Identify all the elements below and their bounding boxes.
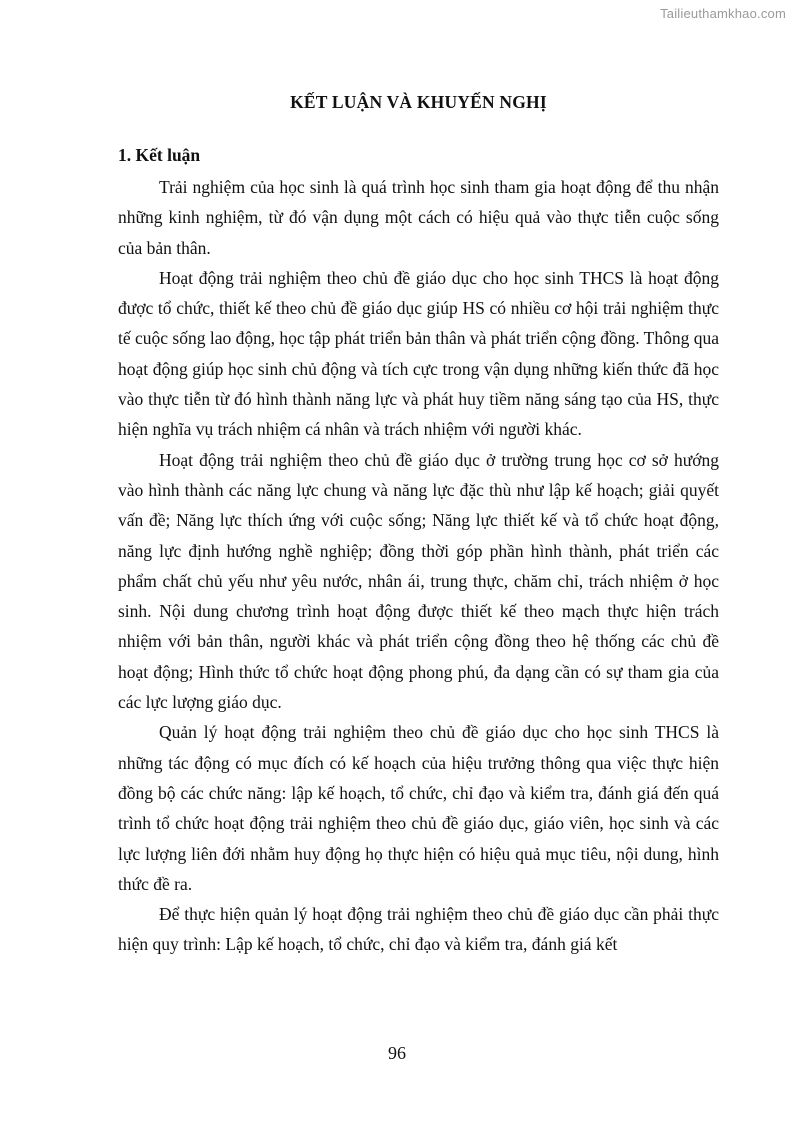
document-title: KẾT LUẬN VÀ KHUYẾN NGHỊ bbox=[290, 92, 547, 112]
section-heading: 1. Kết luận bbox=[118, 145, 201, 165]
document-page bbox=[118, 92, 719, 960]
watermark: Tailieuthamkhao.com bbox=[660, 6, 786, 21]
paragraph: Hoạt động trải nghiệm theo chủ đề giáo dục ở trường trung học cơ sở hướng vào hình thành các năng lực chung và năng lực đặc thù như lập kế hoạch; giải quyết vấn đề; Năng lực thích ứng với cuộc sống; Năng lực thiết kế và tổ chức hoạt động, năng lực định hướng nghề nghiệp; đồng thời góp phần hình thành, phát triển các phẩm chất chủ yếu như yêu nước, nhân ái, trung thực, chăm chỉ, trách nhiệm ở học sinh. Nội dung chương trình hoạt động được thiết kế theo mạch thực hiện trách nhiệm với bản thân, người khác và phát triển cộng đồng theo hệ thống các chủ đề hoạt động; Hình thức tổ chức hoạt động phong phú, đa dạng cần có sự tham gia của các lực lượng giáo dục. bbox=[118, 449, 719, 713]
page-number: 96 bbox=[388, 1043, 406, 1063]
paragraph: Hoạt động trải nghiệm theo chủ đề giáo dục cho học sinh THCS là hoạt động được tổ chức, thiết kế theo chủ đề giáo dục giúp HS có nhiều cơ hội trải nghiệm thực tế cuộc sống lao động, học tập phát triển bản thân và phát triển cộng đồng. Thông qua hoạt động giúp học sinh chủ động và tích cực trong vận dụng những kiến thức đã học vào thực tiễn từ đó hình thành năng lực và phát huy tiềm năng sáng tạo của HS, thực hiện nghĩa vụ trách nhiệm cá nhân và trách nhiệm với người khác. bbox=[118, 267, 719, 440]
paragraph: Trải nghiệm của học sinh là quá trình học sinh tham gia hoạt động để thu nhận những kinh nghiệm, từ đó vận dụng một cách có hiệu quả vào thực tiễn cuộc sống của bản thân. bbox=[118, 177, 719, 258]
paragraph: Để thực hiện quản lý hoạt động trải nghiệm theo chủ đề giáo dục cần phải thực hiện quy trình: Lập kế hoạch, tổ chức, chỉ đạo và kiểm tra, đánh giá kết bbox=[118, 904, 719, 955]
paragraph: Quản lý hoạt động trải nghiệm theo chủ đề giáo dục cho học sinh THCS là những tác động có mục đích có kế hoạch của hiệu trưởng thông qua việc thực hiện đồng bộ các chức năng: lập kế hoạch, tổ chức, chỉ đạo và kiểm tra, đánh giá đến quá trình tổ chức hoạt động trải nghiệm theo chủ đề giáo dục, giáo viên, học sinh và các lực lượng liên đới nhằm huy động họ thực hiện có hiệu quả mục tiêu, nội dung, hình thức đề ra. bbox=[118, 722, 719, 894]
